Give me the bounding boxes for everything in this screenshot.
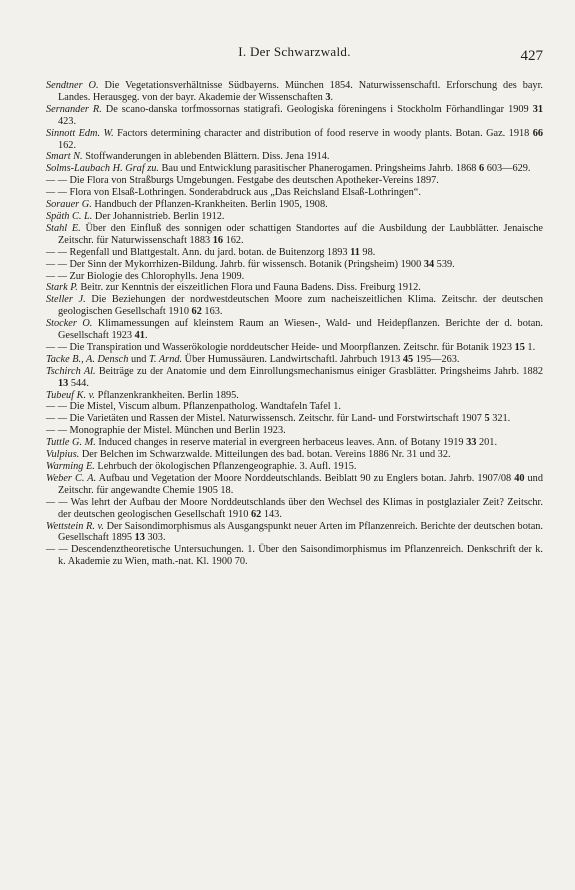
bibliography-entry <box>46 259 543 271</box>
entry-text: Descendenztheoretische Untersuchungen. 1. Über den Saisondimorphismus im Pflanzenreich. Denkschrift der k. k. Akademie zu Wien, math.-nat. Kl. 1900 70. <box>58 544 543 568</box>
entry-text: Die Mistel, Viscum album. Pflanzenpatholog. Wandtafeln Tafel 1. <box>66 401 341 413</box>
entry-text: 195—263. <box>413 353 460 365</box>
bibliography-entry <box>46 151 543 163</box>
entry-author: Späth C. L. <box>46 210 93 222</box>
bibliography-entry <box>46 342 543 354</box>
entry-volume: 11 <box>350 246 360 258</box>
entry-text: 303. <box>144 532 166 544</box>
entry-text: Die Varietäten und Rassen der Mistel. Naturwissensch. Zeitschr. für Land- und Forstwirtschaft 1907 <box>66 413 485 425</box>
entry-text: Bau und Entwicklung parasitischer Phanerogamen. Pringsheims Jahrb. 1868 <box>158 163 479 175</box>
bibliography-entry <box>46 437 543 449</box>
entry-author: — — <box>46 544 68 556</box>
bibliography-entry <box>46 163 543 175</box>
entry-author: T. Arnd. <box>148 353 183 365</box>
entry-volume: 13 <box>58 377 69 389</box>
entry-text: Beitr. zur Kenntnis der eiszeitlichen Flora und Fauna Badens. Diss. Freiburg 1912. <box>77 282 421 294</box>
entry-text: 163. <box>201 306 223 318</box>
entry-volume: 41 <box>134 330 145 342</box>
entry-text: Flora von Elsaß-Lothringen. Sonderabdruck aus „Das Reichsland Elsaß-Lothringen“. <box>66 187 421 199</box>
entry-text: Klimamessungen auf kleinstem Raum an Wiesen-, Wald- und Heidepflanzen. Berichte der d. botan. Gesellschaft 1923 <box>58 318 543 342</box>
entry-author: — — <box>46 175 67 187</box>
entry-author: Steller J. <box>46 294 86 306</box>
entry-text: Beiträge zu der Anatomie und dem Einrollungsmechanismus einiger Grasblätter. Pringsheims Jahrb. 1882 <box>95 365 543 377</box>
bibliography-entry <box>46 390 543 402</box>
bibliography-entry <box>46 413 543 425</box>
bibliography-entry <box>46 521 543 545</box>
bibliography-entry <box>46 128 543 152</box>
bibliography-entry <box>46 425 543 437</box>
entry-text: Die Vegetationsverhältnisse Südbayerns. München 1854. Naturwissenschaftl. Erforschung des bayr. Landes. Herausgeg. von der bayr. Akademie der Wissenschaften <box>58 80 544 103</box>
entry-text: Aufbau und Vegetation der Moore Norddeutschlands. Beiblatt 90 zu Englers botan. Jahrb. 1907/08 <box>96 472 515 484</box>
entry-text: . <box>144 330 148 342</box>
bibliography-entry <box>46 366 543 390</box>
entry-text: 201. <box>476 437 498 449</box>
entry-text: Über Humussäuren. Landwirtschaftl. Jahrbuch 1913 <box>182 353 403 365</box>
entry-author: — — <box>46 413 67 425</box>
bibliography-entry <box>46 175 543 187</box>
entry-text: 321. <box>489 413 511 425</box>
entry-text: Pflanzenkrankheiten. Berlin 1895. <box>95 389 239 401</box>
bibliography-entry <box>46 80 543 104</box>
bibliography-entry <box>46 401 543 413</box>
entry-text: Induced changes in reserve material in evergreen herbaceus leaves. Ann. of Botany 1919 <box>95 437 467 449</box>
running-head <box>46 44 543 74</box>
entry-author: — — <box>46 246 67 258</box>
entry-text: Der Johannistrieb. Berlin 1912. <box>92 210 225 222</box>
page-number: 427 <box>520 48 543 64</box>
entry-text: Der Saisondimorphismus als Ausgangspunkt neuer Arten im Pflanzenreich. Berichte der deutschen botan. Gesellschaft 1895 <box>58 520 544 544</box>
entry-author: Warming E. <box>46 461 95 472</box>
bibliography-entry <box>46 354 543 366</box>
entry-text: . <box>330 91 334 103</box>
entry-author: Wettstein R. v. <box>46 520 104 532</box>
entry-author: Vulpius. <box>46 449 80 461</box>
bibliography-entry <box>46 294 543 318</box>
entry-author: Sernander R. <box>46 103 102 115</box>
bibliography-entry <box>46 544 543 568</box>
entry-volume: 40 <box>514 472 525 484</box>
bibliography-list <box>46 80 543 568</box>
entry-text: 162. <box>58 139 77 151</box>
entry-text: 423. <box>58 115 77 127</box>
entry-author: Stahl E. <box>46 222 81 234</box>
entry-volume: 34 <box>423 258 435 270</box>
bibliography-entry <box>46 497 543 521</box>
entry-text: Die Flora von Straßburgs Umgebungen. Festgabe des deutschen Apotheker-Vereins 1897. <box>66 175 439 187</box>
entry-text: Über den Einfluß des sonnigen oder schattigen Standortes auf die Ausbildung der Laubblätter. Jenaische Zeitschr. für Naturwissenschaft 1883 <box>58 222 543 246</box>
entry-author: Tuttle G. M. <box>46 437 96 449</box>
bibliography-entry <box>46 211 543 223</box>
entry-text: Monographie der Mistel. München und Berlin 1923. <box>66 425 286 437</box>
entry-text: Handbuch der Pflanzen-Krankheiten. Berlin 1905, 1908. <box>91 199 328 211</box>
entry-text: und Zeitschr. für angewandte Chemie 1905 18. <box>58 472 543 496</box>
entry-author: Sinnott Edm. W. <box>46 127 114 139</box>
entry-author: Stark P. <box>46 282 78 294</box>
entry-text: 603—629. <box>484 163 531 175</box>
bibliography-entry <box>46 199 543 211</box>
entry-author: Weber C. A. <box>46 472 97 484</box>
entry-text: Was lehrt der Aufbau der Moore Norddeutschlands über den Wechsel des Klimas in postglazialer Zeit? Zeitschr. der deutschen geologischen Gesellschaft 1910 <box>58 496 543 520</box>
entry-volume: 62 <box>251 508 262 520</box>
entry-text: 162. <box>223 234 244 246</box>
entry-author: Sorauer G. <box>46 199 92 211</box>
bibliography-entry <box>46 318 543 342</box>
entry-author: Solms-Laubach H. Graf zu. <box>46 163 159 175</box>
entry-text: Lehrbuch der ökologischen Pflanzengeographie. 3. Aufl. 1915. <box>94 461 357 472</box>
entry-author: Smart N. <box>46 151 83 163</box>
bibliography-entry <box>46 104 543 128</box>
entry-text: Die Beziehungen der nordwestdeutschen Moore zum nacheiszeitlichen Klima. Zeitschr. der deutschen geologischen Gesellschaft 1910 <box>58 294 543 318</box>
entry-volume: 5 <box>484 413 490 425</box>
entry-volume: 45 <box>402 353 414 365</box>
entry-volume: 31 <box>532 103 543 115</box>
bibliography-entry <box>46 449 543 461</box>
bibliography-entry <box>46 271 543 283</box>
entry-volume: 16 <box>212 234 223 246</box>
entry-volume: 13 <box>134 532 145 544</box>
entry-author: — — <box>46 341 67 353</box>
entry-volume: 33 <box>466 437 477 449</box>
entry-volume: 62 <box>191 306 202 318</box>
chapter-title: I. Der Schwarzwald. <box>238 44 351 59</box>
bibliography-entry <box>46 473 543 497</box>
entry-author: Stocker O. <box>46 318 93 330</box>
entry-author: — — <box>46 496 68 508</box>
entry-author: — — <box>46 425 67 437</box>
entry-author: — — <box>46 270 67 282</box>
entry-author: Tschirch Al. <box>46 365 96 377</box>
entry-text: 544. <box>68 377 89 389</box>
entry-author: — — <box>46 258 67 270</box>
entry-author: Sendtner O. <box>46 80 99 91</box>
entry-text: De scano-danska torfmossornas statigrafi. Geologiska föreningens i Stockholm Förhandlingar 1909 <box>101 103 533 115</box>
entry-author: — — <box>46 187 67 199</box>
bibliography-entry <box>46 187 543 199</box>
entry-text: 539. <box>434 258 455 270</box>
entry-text: Der Sinn der Mykorrhizen-Bildung. Jahrb. für wissensch. Botanik (Pringsheim) 1900 <box>66 258 424 270</box>
entry-text: 143. <box>261 508 282 520</box>
entry-volume: 15 <box>514 341 525 353</box>
entry-text: Regenfall und Blattgestalt. Ann. du jard. botan. de Buitenzorg 1893 <box>66 246 351 258</box>
bibliography-entry <box>46 223 543 247</box>
bibliography-entry <box>46 461 543 473</box>
bibliography-entry <box>46 282 543 294</box>
entry-text: 98. <box>359 246 376 258</box>
bibliography-entry <box>46 247 543 259</box>
entry-volume: 6 <box>479 163 485 175</box>
entry-volume: 66 <box>532 127 543 139</box>
entry-text: und <box>128 353 149 365</box>
entry-text: Die Transpiration und Wasserökologie norddeutscher Heide- und Moorpflanzen. Zeitschr. für Botanik 1923 <box>66 341 515 353</box>
entry-text: Der Belchen im Schwarzwalde. Mitteilungen des bad. botan. Vereins 1886 Nr. 31 und 32. <box>79 449 451 461</box>
entry-text: 1. <box>524 341 536 353</box>
entry-volume: 3 <box>325 91 331 103</box>
entry-author: Tubeuf K. v. <box>46 389 96 401</box>
entry-text: Factors determining character and distribution of food reserve in woody plants. Botan. Gaz. 1918 <box>113 127 533 139</box>
entry-text: Stoffwanderungen in ablebenden Blättern. Diss. Jena 1914. <box>82 151 330 163</box>
entry-text: Zur Biologie des Chlorophylls. Jena 1909. <box>66 270 245 282</box>
entry-author: Tacke B., A. Densch <box>46 353 129 365</box>
entry-author: — — <box>46 401 67 413</box>
